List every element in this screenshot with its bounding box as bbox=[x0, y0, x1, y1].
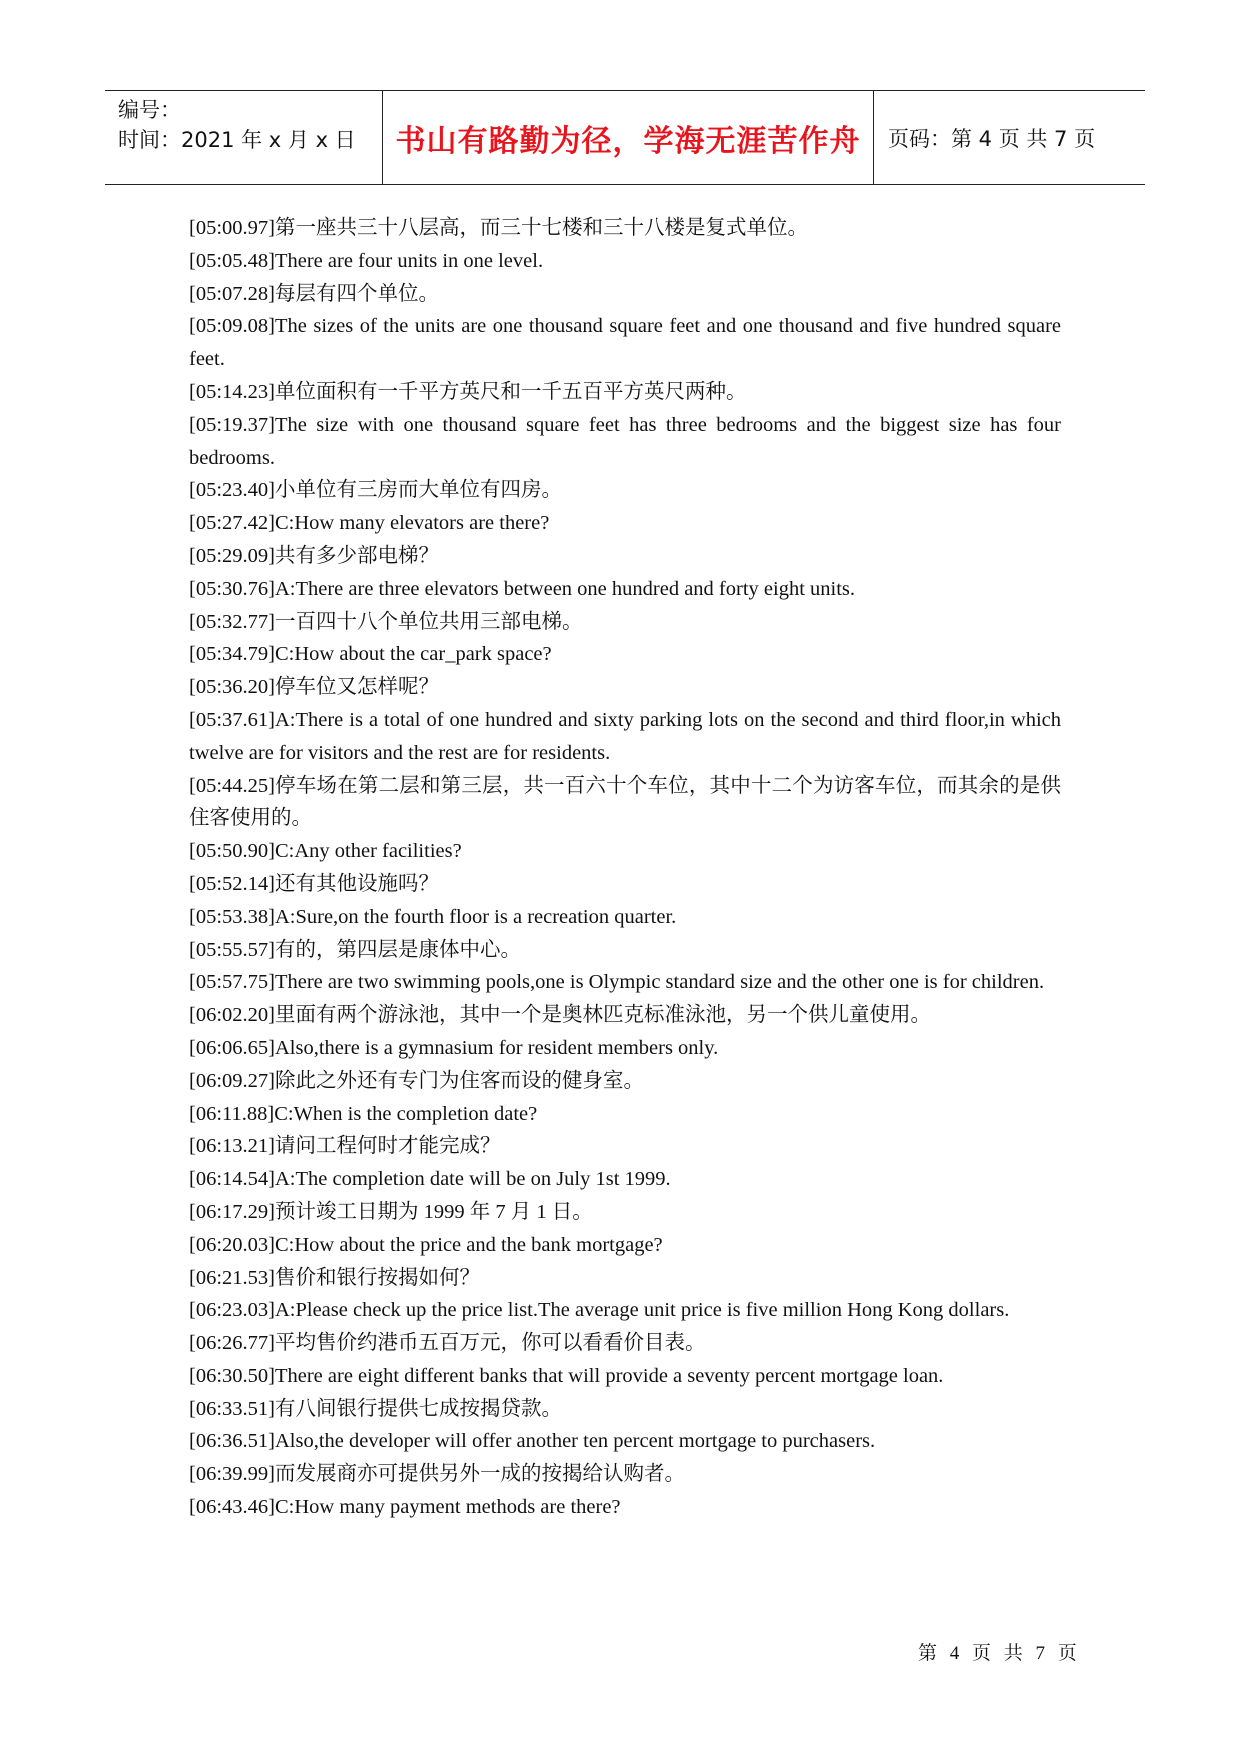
page-footer bbox=[918, 1638, 1081, 1665]
transcript-line: [06:09.27]除此之外还有专门为住客而设的健身室。 bbox=[189, 1069, 644, 1092]
transcript-line: [05:29.09]共有多少部电梯？ bbox=[189, 544, 439, 567]
transcript-line: [06:43.46]C:How many payment methods are there? bbox=[189, 1496, 621, 1519]
transcript-line: [05:23.40]小单位有三房而大单位有四房。 bbox=[189, 479, 562, 502]
transcript-line: [05:57.75]There are two swimming pools,one is Olympic standard size and the other one is for children. bbox=[189, 971, 1045, 994]
transcript-line: [06:14.54]A:The completion date will be on July 1st 1999. bbox=[189, 1168, 671, 1191]
transcript-line: [06:13.21]请问工程何时才能完成？ bbox=[189, 1135, 501, 1158]
transcript-line: [05:34.79]C:How about the car_park space? bbox=[189, 643, 552, 666]
transcript-line: [05:44.25]停车场在第二层和第三层，共一百六十个车位，其中十二个为访客车位，而其余的是供住客使用的。 bbox=[189, 774, 1061, 830]
transcript-line: [05:14.23]单位面积有一千平方英尺和一千五百平方英尺两种。 bbox=[189, 380, 747, 403]
transcript-line: [05:52.14]还有其他设施吗？ bbox=[189, 872, 439, 895]
transcript-line: [05:27.42]C:How many elevators are there? bbox=[189, 512, 550, 535]
page-info-text: 页码：第 4 页 共 7 页 bbox=[888, 126, 1096, 151]
transcript-line: [05:05.48]There are four units in one level. bbox=[189, 249, 544, 272]
transcript-line: [05:07.28]每层有四个单位。 bbox=[189, 282, 439, 305]
header-page-info bbox=[874, 91, 1145, 184]
motto-text: 书山有路勤为径，学海无涯苦作舟 bbox=[395, 123, 861, 159]
transcript-line: [05:50.90]C:Any other facilities? bbox=[189, 840, 462, 863]
transcript-line: [06:02.20]里面有两个游泳池，其中一个是奥林匹克标准泳池，另一个供儿童使用。 bbox=[189, 1004, 931, 1027]
transcript-line: [06:06.65]Also,there is a gymnasium for resident members only. bbox=[189, 1036, 719, 1059]
header-meta bbox=[105, 91, 383, 184]
header-motto-cell bbox=[383, 91, 874, 184]
date-label: 时间：2021 年 x 月 x 日 bbox=[118, 128, 356, 152]
transcript-line: [06:11.88]C:When is the completion date? bbox=[189, 1102, 538, 1125]
number-label: 编号： bbox=[118, 98, 181, 122]
transcript-line: [06:21.53]售价和银行按揭如何？ bbox=[189, 1266, 480, 1289]
transcript-line: [05:55.57]有的，第四层是康体中心。 bbox=[189, 938, 521, 961]
transcript-line: [05:09.08]The sizes of the units are one thousand square feet and one thousand and five hundred square feet. bbox=[189, 315, 1061, 371]
transcript-line: [06:30.50]There are eight different banks that will provide a seventy percent mortgage loan. bbox=[189, 1364, 944, 1387]
transcript-line: [06:20.03]C:How about the price and the bank mortgage? bbox=[189, 1233, 663, 1256]
transcript-line: [06:39.99]而发展商亦可提供另外一成的按揭给认购者。 bbox=[189, 1463, 685, 1486]
page-header bbox=[105, 90, 1145, 185]
transcript-line: [06:23.03]A:Please check up the price list.The average unit price is five million Hong Kong dollars. bbox=[189, 1299, 1010, 1322]
transcript-line: [05:30.76]A:There are three elevators between one hundred and forty eight units. bbox=[189, 577, 856, 600]
transcript-line: [05:53.38]A:Sure,on the fourth floor is a recreation quarter. bbox=[189, 905, 677, 928]
transcript-line: [05:37.61]A:There is a total of one hundred and sixty parking lots on the second and third floor,in which twelve are for visitors and the rest are for residents. bbox=[189, 708, 1061, 764]
transcript-line: [06:26.77]平均售价约港币五百万元，你可以看看价目表。 bbox=[189, 1332, 706, 1355]
transcript-line: [06:33.51]有八间银行提供七成按揭贷款。 bbox=[189, 1397, 562, 1420]
transcript-line: [05:19.37]The size with one thousand square feet has three bedrooms and the biggest size has four bedrooms. bbox=[189, 413, 1061, 469]
transcript-line: [05:00.97]第一座共三十八层高，而三十七楼和三十八楼是复式单位。 bbox=[189, 217, 808, 239]
footer-page-number: 第 4 页 共 7 页 bbox=[918, 1643, 1081, 1664]
transcript-line: [06:17.29]预计竣工日期为 1999 年 7 月 1 日。 bbox=[189, 1200, 593, 1223]
transcript-body bbox=[189, 212, 1061, 1524]
transcript-line: [06:36.51]Also,the developer will offer another ten percent mortgage to purchasers. bbox=[189, 1430, 876, 1453]
transcript-line: [05:32.77]一百四十八个单位共用三部电梯。 bbox=[189, 610, 583, 633]
transcript-line: [05:36.20]停车位又怎样呢？ bbox=[189, 676, 439, 699]
